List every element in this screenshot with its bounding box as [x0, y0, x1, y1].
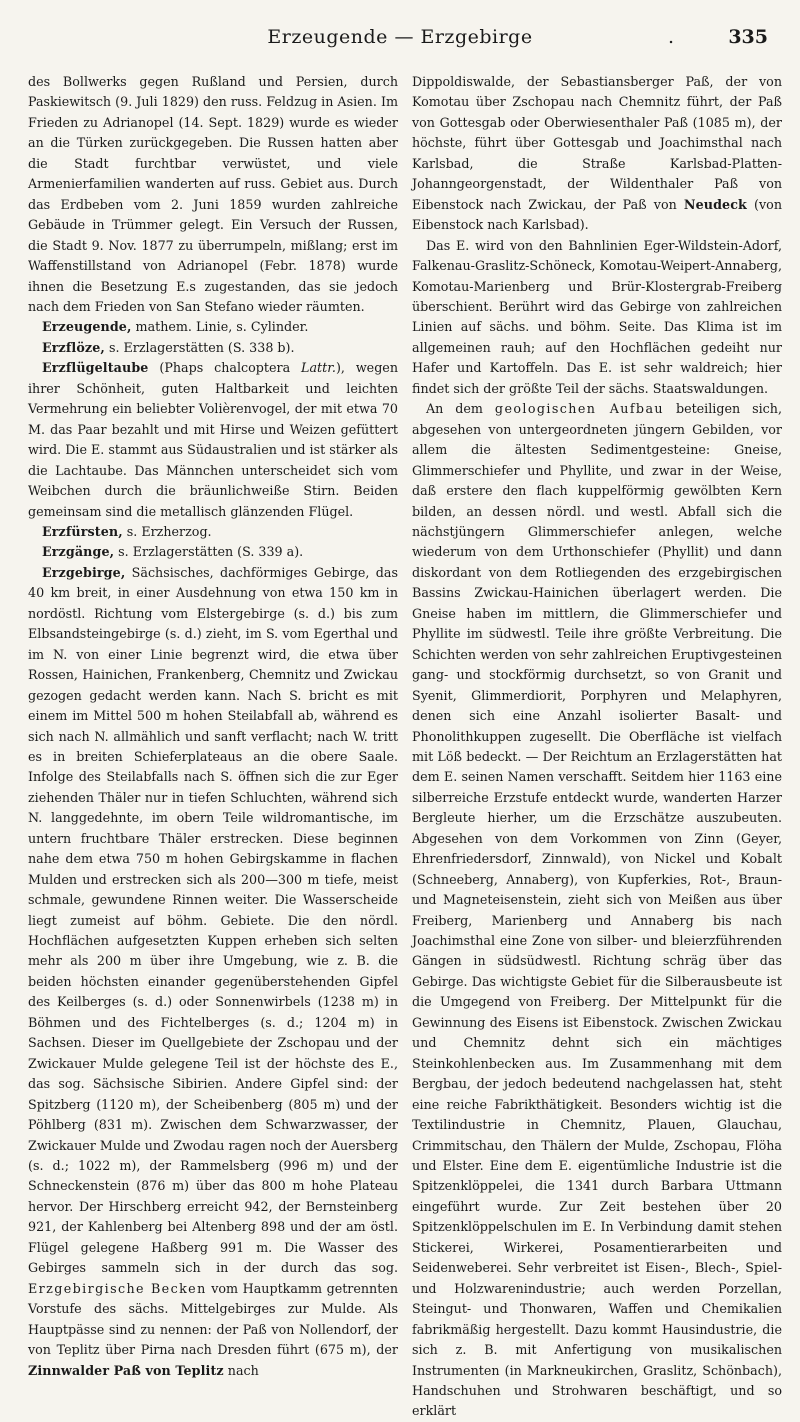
entry-erzfloeze — [28, 338, 398, 358]
paragraph-continued — [412, 72, 782, 236]
entry-erzgaenge — [28, 542, 398, 562]
paragraph-text: beteiligen sich, abgesehen von untergeordneten jüngern Gebilden, vor allem die ältesten Sedimentgesteine: Gneise, Glimmerschiefer und Phyllite, und zwar in der Weise, daß erstere den flach kuppelförmig gewölbten Kern bilden, an dessen nördl. und westl. Abfall sich die nächstjüngern Glimmerschiefer anlegen, welche wiederum von dem Urthonschiefer (Phyllit) und dann diskordant von dem Rotliegenden des erzgebirgischen Bassins Zwickau-Hainichen überlagert werden. Die Gneise haben im mittlern, die Glimmerschiefer und Phyllite im südwestl. Teile ihre größte Verbreitung. Die Schichten werden von sehr zahlreichen Eruptivgesteinen gang- und stockförmig durchsetzt, so von Granit und Syenit, Glimmerdiorit, Porphyren und Melaphyren, denen sich eine Anzahl isolierter Basalt- und Phonolithkuppen zugesellt. Die Oberfläche ist vielfach mit Löß bedeckt. — Der Reichtum an Erzlagerstätten hat dem E. seinen Namen verschafft. Seitdem hier 1163 eine silberreiche Erzstufe entdeckt wurde, wanderten Harzer Bergleute hierher, um die Erzschätze auszubeuten. Abgesehen von dem Vorkommen von Zinn (Geyer, Ehrenfriedersdorf, Zinnwald), von Nickel und Kobalt (Schneeberg, Annaberg), von Kupferkies, Rot-, Braun- und Magneteisenstein, zieht sich von Meißen aus über Freiberg, Marienberg und Annaberg bis nach Joachimsthal eine Zone von silber- und bleierzführenden Gängen in südsüdwestl. Richtung schräg über das Gebirge. Das wichtigste Gebiet für die Silberausbeute ist die Umgegend von Freiberg. Der Mittelpunkt für die Gewinnung des Eisens ist Eibenstock. Zwischen Zwickau und Chemnitz dehnt sich ein mächtiges Steinkohlenbecken aus. Im Zusammenhang mit dem Bergbau, der jedoch bedeutend nachgelassen hat, steht eine reiche Fabrikthätigkeit. Besonders wichtig ist die Textilindustrie in Chemnitz, Plauen, Glauchau, Crimmitschau, den Thälern der Mulde, Zschopau, Flöha und Elster. Eine dem E. eigentümliche Industrie ist die Spitzenklöppelei, die 1341 durch Barbara Uttmann eingeführt wurde. Zur Zeit bestehen über 20 Spitzenklöppelschulen im E. In Verbindung damit stehen Stickerei, Wirkerei, Posamentierarbeiten und Seidenweberei. Sehr verbreitet ist Eisen-, Blech-, Spiel- und Holzwarenindustrie; auch werden Porzellan, Steingut- und Thonwaren, Waffen und Chemikalien fabrikmäßig hergestellt. Dazu kommt Hausindustrie, die sich z. B. mit Anfertigung von musikalischen Instrumenten (in Markneukirchen, Graslitz, Schönbach), Handschuhen und Strohwaren beschäftigt, und so erklärt — [412, 401, 782, 1419]
latin-author: Lattr. — [301, 360, 336, 376]
entry-text: nach — [223, 1362, 259, 1378]
spaced-term: Erzgebirgische Becken — [28, 1280, 207, 1296]
page-number: 335 — [728, 26, 768, 48]
paragraph-text: Dippoldiswalde, der Sebastiansberger Paß, der von Komotau über Zschopau nach Chemnitz führt, der Paß von Gottesgab oder Oberwiesenthaler Paß (1085 m), der höchste, führt über Gottesgab und Joachimsthal nach Karlsbad, die Straße Karlsbad-Platten-Johanngeorgenstadt, der Wildenthaler Paß von Eibenstock nach Zwickau, der Paß von — [412, 74, 782, 212]
entry-text: s. Erzlagerstätten (S. 339 a). — [114, 544, 304, 560]
entry-erzgebirge — [28, 563, 398, 1381]
entry-text: ), wegen ihrer Schönheit, guten Haltbarkeit und leichten Vermehrung ein beliebter Volièrenvogel, der mit etwa 70 M. das Paar bezahlt und mit Hirse und Weizen gefüttert wird. Die E. stammt aus Südaustralien und ist stärker als die Lachtaube. Das Männchen unterscheidet sich vom Weibchen durch die bräunlichweiße Stirn. Beiden gemeinsam sind die metallisch glänzenden Flügel. — [28, 360, 398, 519]
entry-erzfuersten — [28, 522, 398, 542]
entry-text: mathem. Linie, s. Cylinder. — [131, 319, 309, 335]
entry-erzfluegeltaube — [28, 358, 398, 522]
paragraph-text: An dem — [426, 401, 495, 417]
paragraph-geology — [412, 399, 782, 1422]
running-header — [28, 26, 772, 56]
paragraph-text: (von Eibenstock nach Karlsbad). — [412, 196, 782, 233]
entry-text: (Phaps chalcoptera — [148, 360, 302, 376]
bold-term: Neudeck — [683, 196, 747, 212]
right-column — [412, 72, 782, 1422]
header-dot: . — [667, 26, 674, 48]
entry-headword: Erzflügeltaube — [42, 360, 149, 376]
left-column — [28, 72, 398, 1381]
bold-term: Zinnwalder Paß von Teplitz — [28, 1362, 224, 1378]
entry-text: vom Hauptkamm getrennten Vorstufe des sächs. Mittelgebirges zur Mulde. Als Hauptpässe sind zu nennen: der Paß von Nollendorf, der von Teplitz über Pirna nach Dresden führt (675 m), der — [28, 1280, 398, 1358]
entry-headword: Erzflöze, — [42, 339, 105, 355]
entry-headword: Erzgebirge, — [42, 564, 126, 580]
paragraph-railways: Das E. wird von den Bahnlinien Eger-Wildstein-Adorf, Falkenau-Graslitz-Schöneck, Komotau-Weipert-Annaberg, Komotau-Marienberg und Brür-Klostergrab-Freiberg überschient. Berührt wird das Gebirge von zahlreichen Linien auf sächs. und böhm. Seite. Das Klima ist im allgemeinen rauh; auf den Hochflächen gedeiht nur Hafer und Kartoffeln. Das E. ist sehr waldreich; hier findet sich der größte Teil der sächs. Staatswaldungen. — [412, 237, 783, 396]
entry-headword: Erzeugende, — [42, 319, 132, 335]
paragraph-continued: des Bollwerks gegen Rußland und Persien, durch Paskiewitsch (9. Juli 1829) den russ. Feldzug in Asien. Im Frieden zu Adrianopel (14. Sept. 1829) wurde es wieder an die Türken zurückgegeben. Die Russen hatten aber die Stadt furchtbar verwüstet, und viele Armenierfamilien wanderten auf russ. Gebiet aus. Durch das Erdbeben vom 2. Juni 1859 wurden zahlreiche Gebäude in Trümmer gelegt. Ein Versuch der Russen, die Stadt 9. Nov. 1877 zu überrumpeln, mißlang; erst im Waffenstillstand von Adrianopel (Febr. 1878) wurde ihnen die Besetzung E.s zugestanden, das sie jedoch nach dem Frieden von San Stefano wieder räumten. — [28, 74, 398, 314]
entry-text: s. Erzherzog. — [122, 523, 212, 539]
spaced-term: geologischen Aufbau — [494, 401, 664, 417]
entry-headword: Erzgänge, — [42, 544, 115, 560]
entry-text: s. Erzlagerstätten (S. 338 b). — [104, 339, 295, 355]
entry-text: Sächsisches, dachförmiges Gebirge, das 40 km breit, in einer Ausdehnung von etwa 150 km in nordöstl. Richtung vom Elstergebirge (s. d.) bis zum Elbsandsteingebirge (s. d.) zieht, im S. vom Egerthal und im N. von einer Linie begrenzt wird, die etwa über Rossen, Hainichen, Frankenberg, Chemnitz und Zwickau gezogen gedacht werden kann. Nach S. bricht es mit einem im Mittel 500 m hohen Steilabfall ab, während es sich nach N. allmählich und sanft verflacht; nach W. tritt es in breiten Schieferplateaus an die obere Saale. Infolge des Steilabfalls nach S. öffnen sich die zur Eger ziehenden Thäler nur in tiefen Schluchten, während sich N. langgedehnte, im obern Teile wildromantische, im untern fruchtbare Thäler erstrecken. Diese beginnen nahe dem etwa 750 m hohen Gebirgskamme in flachen Mulden und erstrecken sich als 200—300 m tiefe, meist schmale, gewundene Rinnen weiter. Die Wasserscheide liegt zumeist auf böhm. Gebiete. Die den nördl. Hochflächen aufgesetzten Kuppen erheben sich selten mehr als 200 m über ihre Umgebung, wie z. B. die beiden höchsten einander gegenüberstehenden Gipfel des Keilberges (s. d.) oder Sonnenwirbels (1238 m) in Böhmen und des Fichtelberges (s. d.; 1204 m) in Sachsen. Dieser im Quellgebiete der Zschopau und der Zwickauer Mulde gelegene Teil ist der höchste des E., das sog. Sächsische Sibirien. Andere Gipfel sind: der Spitzberg (1120 m), der Scheibenberg (805 m) und der Pöhlberg (831 m). Zwischen dem Schwarzwasser, der Zwickauer Mulde und Zwodau ragen noch der Auersberg (s. d.; 1022 m), der Rammelsberg (996 m) und der Schneckenstein (876 m) über das 800 m hohe Plateau hervor. Der Hirschberg erreicht 942, der Bernsteinberg 921, der Kahlenberg bei Altenberg 898 und der am östl. Flügel gelegene Haßberg 991 m. Die Wasser des Gebirges sammeln sich in der durch das sog. — [28, 564, 399, 1276]
page-header-title: Erzeugende — Erzgebirge — [267, 26, 533, 48]
entry-headword: Erzfürsten, — [42, 523, 123, 539]
entry-erzeugende — [28, 317, 398, 337]
